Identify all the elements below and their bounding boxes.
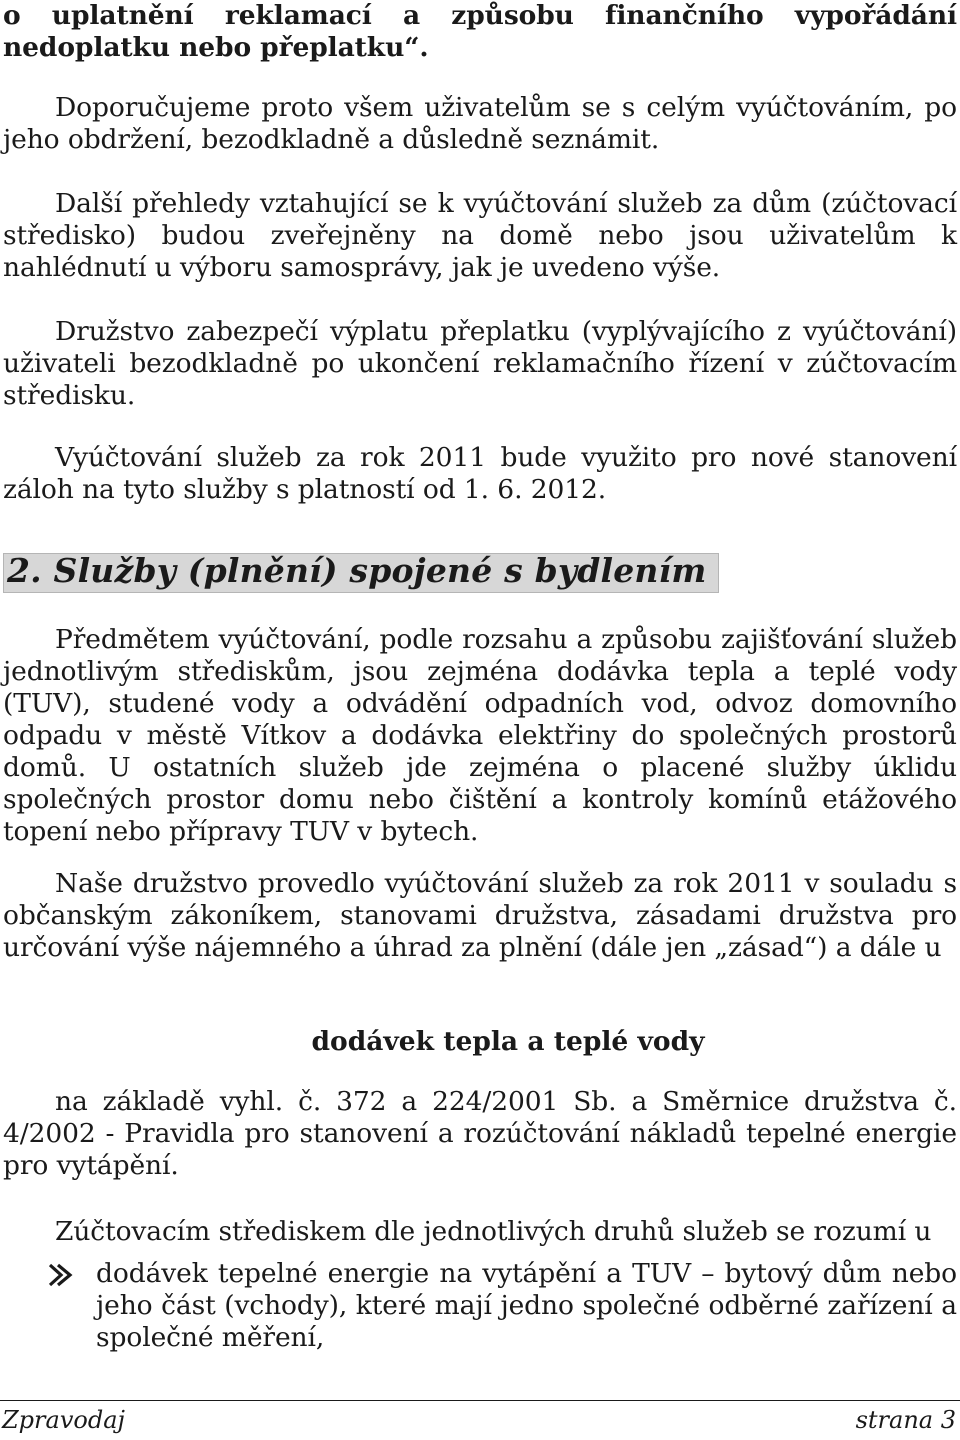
paragraph-vyhlaska: na základě vyhl. č. 372 a 224/2001 Sb. a Směrnice družstva č. 4/2002 - Pravidla pro stanovení a rozúčtování nákladů tepelné energie pro vytápění. <box>3 1086 957 1181</box>
paragraph-predmet: Předmětem vyúčtování, podle rozsahu a způsobu zajišťování služeb jednotlivým střediskům, jsou zejména dodávka tepla a teplé vody (TUV), studené vody a odvádění odpadních vod, odvoz domovního odpadu v městě Vítkov a dodávka elektřiny do společných prostorů domů. U ostatních služeb jde zejména o placené služby úklidu společných prostor domu nebo čištění a kontroly komínů etážového topení nebo přípravy TUV v bytech. <box>3 624 957 847</box>
bullet-text: dodávek tepelné energie na vytápění a TUV – bytový dům nebo jeho část (vchody), které mají jedno společné odběrné zařízení a společné měření, <box>96 1258 957 1353</box>
paragraph-zalohy: Vyúčtování služeb za rok 2011 bude využito pro nové stanovení záloh na tyto služby s platností od 1. 6. 2012. <box>3 442 957 505</box>
centered-subheading: dodávek tepla a teplé vody <box>311 1026 705 1057</box>
footer-divider <box>0 1400 960 1401</box>
paragraph-prehledy: Další přehledy vztahující se k vyúčtování služeb za dům (zúčtovací středisko) budou zveřejněny na domě nebo jsou uživatelům k nahlédnutí u výboru samosprávy, jak je uvedeno výše. <box>3 188 957 283</box>
footer-publication: Zpravodaj <box>2 1406 125 1434</box>
paragraph-druzstvo: Naše družstvo provedlo vyúčtování služeb za rok 2011 v souladu s občanským zákoníkem, stanovami družstva, zásadami družstva pro určování výše nájemného a úhrad za plnění (dále jen „zásad“) a dále u <box>3 868 957 963</box>
paragraph-reklamace: o uplatnění reklamací a způsobu finančního vypořádání nedoplatku nebo přeplatku“. <box>3 0 957 63</box>
section-heading: 2. Služby (plnění) spojené s bydlením <box>7 551 707 590</box>
paragraph-stredisko: Zúčtovacím střediskem dle jednotlivých druhů služeb se rozumí u <box>55 1216 932 1247</box>
paragraph-doporuceni: Doporučujeme proto všem uživatelům se s celým vyúčtováním, po jeho obdržení, bezodkladně a důsledně seznámit. <box>3 92 957 155</box>
footer-page-number: strana 3 <box>855 1406 956 1434</box>
paragraph-vyplata: Družstvo zabezpečí výplatu přeplatku (vyplývajícího z vyúčtování) uživateli bezodkladně po ukončení reklamačního řízení v zúčtovacím středisku. <box>3 316 957 411</box>
section-heading-box <box>3 553 719 593</box>
arrow-bullet-icon <box>48 1263 74 1287</box>
